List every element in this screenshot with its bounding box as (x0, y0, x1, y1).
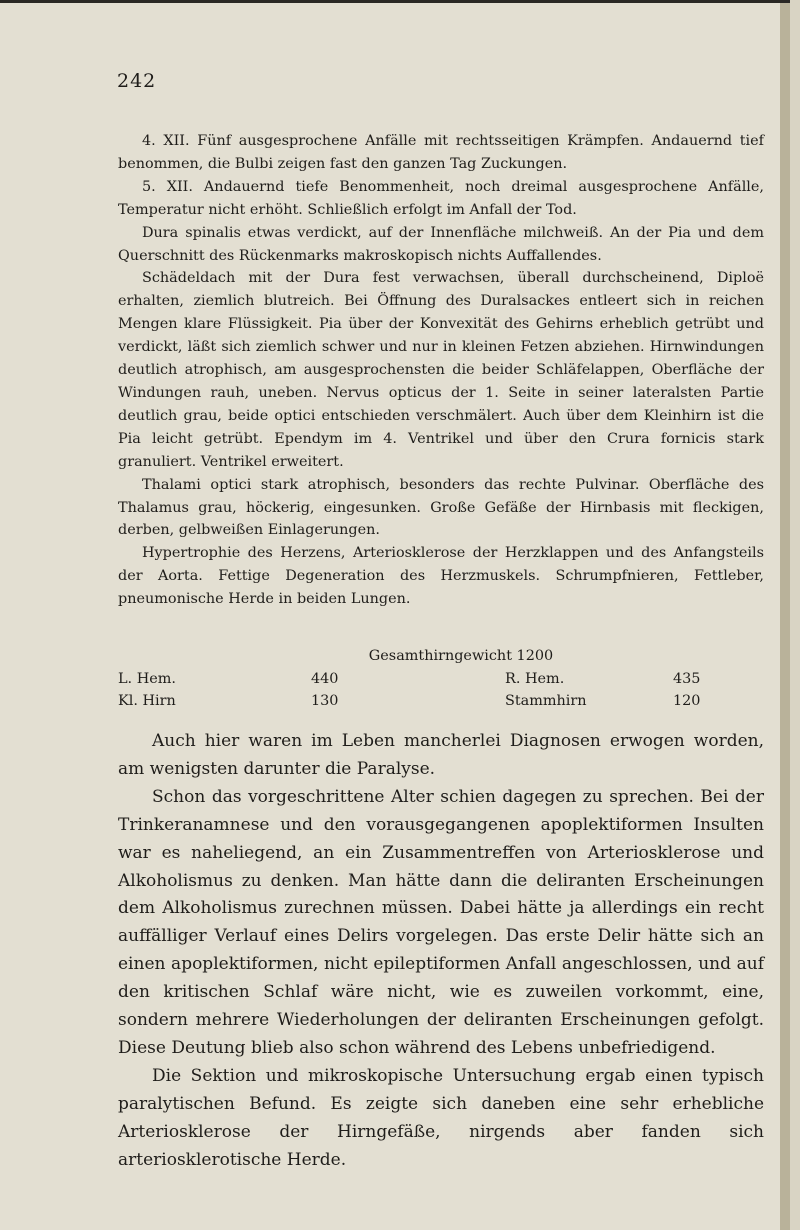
discussion-paragraph: Schon das vorgeschrittene Alter schien dagegen zu sprechen. Bei der Trinkeranamnese und den vorausgegangenen apoplektiformen Insulten war es naheliegend, an ein Zusammentreffen von Arteriosklerose und Alkoholismus zu denken. Man hätte dann die deliranten Erscheinungen dem Alkoholismus zurechnen müssen. Dabei hätte ja allerdings ein recht auffälliger Verlauf eines Delirs vorgelegen. Das erste Delir hätte sich an einen apoplektiformen, nicht epileptiformen Anfall angeschlossen, und auf den kritischen Schlaf wäre nicht, wie es zuweilen vorkommt, eine, sondern mehrere Wiederholungen der deliranten Erscheinungen gefolgt. Diese Deutung blieb also schon während des Lebens unbefriedigend. (118, 786, 764, 1058)
case-notes (118, 130, 764, 611)
brain-weight-table (118, 645, 764, 713)
weight-row (118, 668, 764, 691)
discussion-paragraph: Die Sektion und mikroskopische Untersuchung ergab einen typisch paralytischen Befund. Es zeigte sich daneben eine sehr erhebliche Arteriosklerose der Hirngefäße, nirgends aber fanden sich arteriosklerotische Herde. (118, 1065, 764, 1170)
note-paragraph: Hypertrophie des Herzens, Arteriosklerose der Herzklappen und des Anfangsteils der Aorta. Fettige Degeneration des Herzmuskels. Schrumpfnieren, Fettleber, pneumonische Herde in beiden Lungen. (118, 545, 764, 608)
top-edge-shadow (0, 0, 790, 3)
weight-label: L. Hem. (118, 670, 176, 687)
note-paragraph: Dura spinalis etwas verdickt, auf der Innenfläche milchweiß. An der Pia und dem Querschnitt des Rückenmarks makroskopisch nichts Auffallendes. (118, 224, 764, 264)
weight-value: 435 (673, 670, 701, 687)
total-weight: Gesamthirngewicht 1200 (368, 648, 554, 664)
note-paragraph: Thalami optici stark atrophisch, besonders das rechte Pulvinar. Oberfläche des Thalamus grau, höckerig, eingesunken. Große Gefäße der Hirnbasis mit fleckigen, derben, gelbweißen Einlagerungen. (118, 476, 764, 539)
weight-label: R. Hem. (505, 670, 565, 687)
weight-label: Stammhirn (505, 693, 587, 709)
weight-value: 440 (311, 670, 339, 687)
note-paragraph: Schädeldach mit der Dura fest verwachsen, überall durchscheinend, Diploë erhalten, ziemlich blutreich. Bei Öffnung des Duralsackes entleert sich in reichen Mengen klare Flüssigkeit. Pia über der Konvexität des Gehirns erheblich getrübt und verdickt, läßt sich ziemlich schwer und nur in kleinen Fetzen abziehen. Hirnwindungen deutlich atrophisch, am ausgesprochensten die beider Schläfelappen, Oberfläche der Windungen rauh, uneben. Nervus opticus der 1. Seite in seiner lateralsten Partie deutlich grau, beide optici entschieden verschmälert. Auch über dem Kleinhirn ist die Pia leicht getrübt. Ependym im 4. Ventrikel und über den Crura fornicis stark granuliert. Ventrikel erweitert. (118, 270, 764, 470)
weight-label: Kl. Hirn (118, 693, 176, 709)
note-paragraph: 5. XII. Andauernd tiefe Benommenheit, noch dreimal ausgesprochene Anfälle, Temperatur nicht erhöht. Schließlich erfolgt im Anfall der Tod. (118, 178, 764, 218)
weight-value: 120 (673, 693, 701, 709)
page-number: 242 (117, 70, 157, 92)
discussion-text (118, 728, 764, 1175)
note-paragraph: 4. XII. Fünf ausgesprochene Anfälle mit rechtsseitigen Krämpfen. Andauernd tief benommen, die Bulbi zeigen fast den ganzen Tag Zuckungen. (118, 133, 764, 172)
discussion-paragraph: Auch hier waren im Leben mancherlei Diagnosen erwogen worden, am wenigsten darunter die Paralyse. (118, 731, 764, 779)
weight-value: 130 (311, 693, 339, 709)
weight-row (118, 690, 764, 713)
